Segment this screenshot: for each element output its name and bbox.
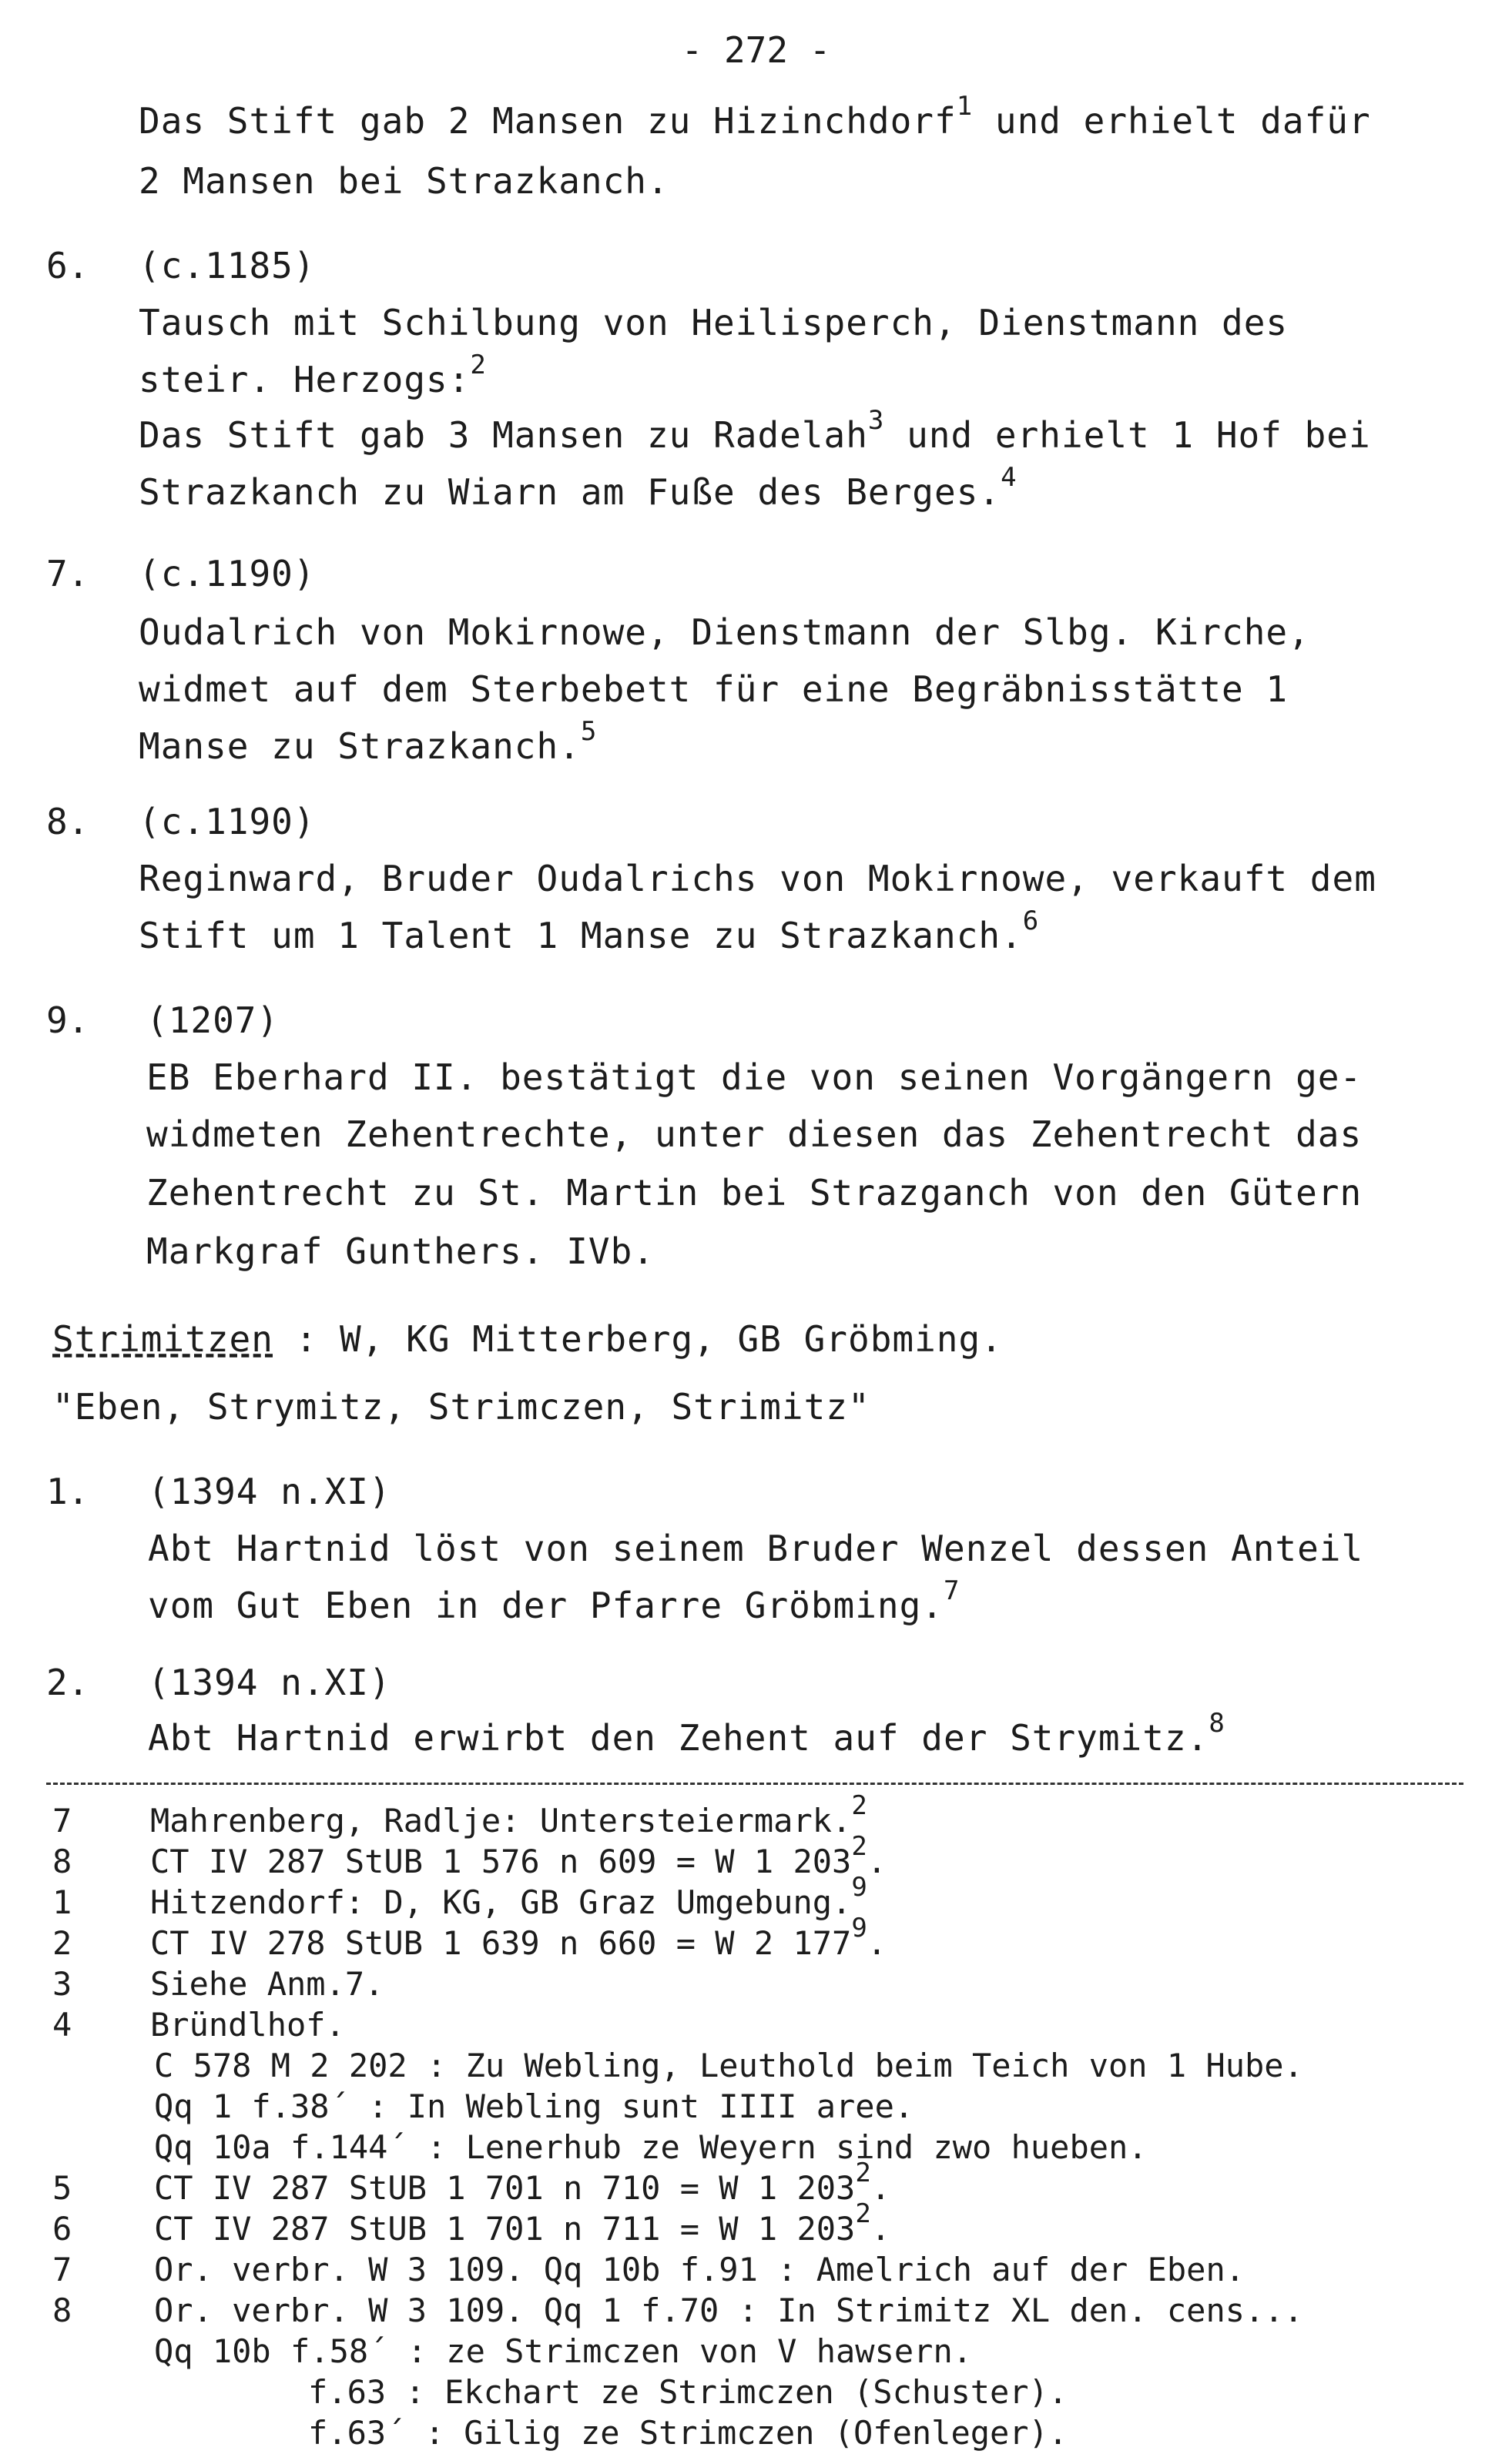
- strimitzen-entry-1-number: 1.: [46, 1471, 89, 1512]
- section-heading: Strimitzen : W, KG Mitterberg, GB Gröbming.: [52, 1318, 1003, 1360]
- footnote-text: Bründlhof.: [150, 2006, 345, 2044]
- footnote-text: Siehe Anm.7.: [150, 1965, 384, 2003]
- entry-7-line-3: Manse zu Strazkanch.$^5$: [139, 715, 598, 767]
- footnote-number: 8: [52, 1843, 72, 1880]
- intro-line-2: 2 Mansen bei Strazkanch.: [139, 160, 669, 202]
- entry-8-number: 8.: [46, 801, 89, 842]
- footnote-text: Qq 10b f.58´ : ze Strimczen von V hawsern.: [154, 2332, 973, 2370]
- footnote-text: f.63´ : Gilig ze Strimczen (Ofenleger).: [308, 2414, 1068, 2452]
- footnote-number: 2: [52, 1924, 72, 1962]
- strimitzen-entry-2-date: (1394 n.XI): [148, 1662, 391, 1703]
- footnote-text: CT IV 287 StUB 1 701 n 711 = W 1 $203^2$.: [154, 2198, 891, 2248]
- entry-7-line-1: Oudalrich von Mokirnowe, Dienstmann der Slbg. Kirche,: [139, 611, 1310, 653]
- intro-line-1: Das Stift gab 2 Mansen zu Hizinchdorf$^1$ und erhielt dafür: [139, 90, 1371, 142]
- footnote-text: Mahrenberg, Radlje: Untersteiermark.$^2$: [150, 1790, 867, 1840]
- footnote-text: Qq 1 f.38´ : In Webling sunt IIII aree.: [154, 2087, 914, 2125]
- footnote-text: f.63 : Ekchart ze Strimczen (Schuster).: [308, 2373, 1068, 2411]
- footnote-number: 3: [52, 1965, 72, 2003]
- footnote-text: CT IV 287 StUB 1 576 n 609 = W 1 $203^2$.: [150, 1831, 887, 1880]
- section-names: "Eben, Strymitz, Strimczen, Strimitz": [52, 1386, 870, 1428]
- footnote-number: 6: [52, 2210, 72, 2248]
- entry-7-number: 7.: [46, 553, 89, 594]
- footnote-text: C 578 M 2 202 : Zu Webling, Leuthold beim Teich von 1 Hube.: [154, 2047, 1303, 2084]
- strimitzen-entry-1-line-2: vom Gut Eben in der Pfarre Gröbming.$^7$: [148, 1575, 961, 1626]
- entry-6-line-2: steir. Herzogs:$^2$: [139, 349, 487, 400]
- footnote-number: 5: [52, 2169, 72, 2207]
- strimitzen-entry-1-line-1: Abt Hartnid löst von seinem Bruder Wenzel dessen Anteil: [148, 1528, 1364, 1569]
- page-number: - 272 -: [681, 29, 831, 71]
- entry-9-number: 9.: [46, 999, 89, 1041]
- entry-9-date: (1207): [146, 999, 280, 1041]
- strimitzen-entry-1-date: (1394 n.XI): [148, 1471, 391, 1512]
- entry-9-line-2: widmeten Zehentrechte, unter diesen das Zehentrecht das: [146, 1113, 1363, 1155]
- footnote-text: Or. verbr. W 3 109. Qq 1 f.70 : In Strimitz XL den. cens...: [154, 2292, 1303, 2329]
- section-title: Strimitzen: [52, 1318, 273, 1360]
- entry-6-line-1: Tausch mit Schilbung von Heilisperch, Dienstmann des: [139, 302, 1289, 343]
- entry-6-line-4: Strazkanch zu Wiarn am Fuße des Berges.$^4$: [139, 461, 1017, 513]
- footnote-text: Qq 10a f.144´ : Lenerhub ze Weyern sind zwo hueben.: [154, 2128, 1148, 2166]
- entry-7-date: (c.1190): [139, 553, 316, 594]
- entry-9-line-4: Markgraf Gunthers. IVb.: [146, 1230, 655, 1272]
- entry-9-line-1: EB Eberhard II. bestätigt die von seinen Vorgängern ge-: [146, 1056, 1363, 1098]
- footnote-number: 8: [52, 2292, 72, 2329]
- entry-6-date: (c.1185): [139, 245, 316, 286]
- entry-9-line-3: Zehentrecht zu St. Martin bei Strazganch von den Gütern: [146, 1172, 1363, 1214]
- entry-8-line-1: Reginward, Bruder Oudalrichs von Mokirnowe, verkauft dem: [139, 858, 1376, 899]
- footnote-number: 1: [52, 1883, 72, 1921]
- footnote-text: Or. verbr. W 3 109. Qq 10b f.91 : Amelrich auf der Eben.: [154, 2251, 1245, 2288]
- entry-8-line-2: Stift um 1 Talent 1 Manse zu Strazkanch.$^6$: [139, 905, 1040, 956]
- footnote-number: 7: [52, 2251, 72, 2288]
- footnote-separator: [46, 1783, 1463, 1785]
- footnote-text: CT IV 287 StUB 1 701 n 710 = W 1 $203^2$.: [154, 2158, 891, 2207]
- footnote-number: 4: [52, 2006, 72, 2044]
- footnote-number: 7: [52, 1802, 72, 1840]
- strimitzen-entry-2-number: 2.: [46, 1662, 89, 1703]
- strimitzen-entry-2-line-1: Abt Hartnid erwirbt den Zehent auf der Strymitz.$^8$: [148, 1707, 1225, 1759]
- entry-6-number: 6.: [46, 245, 89, 286]
- entry-8-date: (c.1190): [139, 801, 316, 842]
- footnote-text: Hitzendorf: D, KG, GB Graz Umgebung.$^9$: [150, 1872, 867, 1921]
- entry-7-line-2: widmet auf dem Sterbebett für eine Begräbnisstätte 1: [139, 668, 1289, 710]
- entry-6-line-3: Das Stift gab 3 Mansen zu Radelah$^3$ und erhielt 1 Hof bei: [139, 404, 1371, 456]
- footnote-text: CT IV 278 StUB 1 639 n 660 = W 2 $177^9$.: [150, 1913, 887, 1962]
